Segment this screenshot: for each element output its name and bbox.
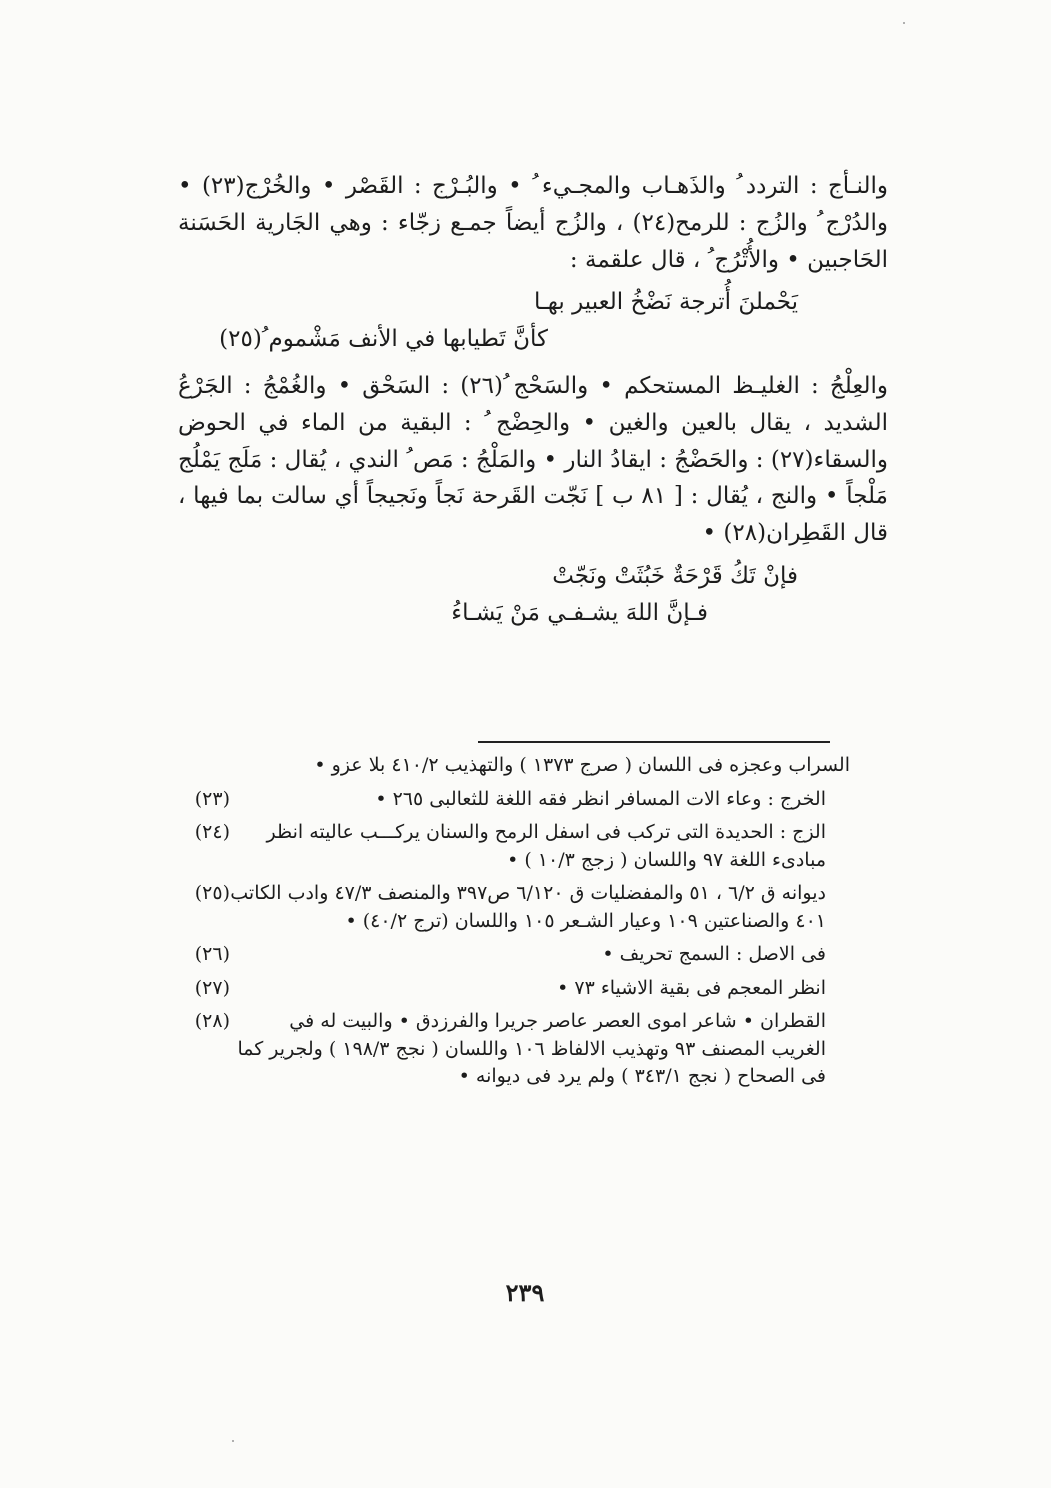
footnote-25 bbox=[170, 880, 850, 935]
footnote-24 bbox=[170, 819, 850, 874]
footnote-number: (٢٥) bbox=[194, 882, 230, 905]
footnote-divider bbox=[478, 741, 830, 743]
verse-1-line-2: كأنَّ تَطيابها في الأنف مَشْموم ُ(٢٥) bbox=[219, 326, 548, 353]
verse-alqama bbox=[178, 284, 888, 358]
verse-1-line-1: يَحْملنَ أُترجة نَضْخُ العبير بهـا bbox=[534, 289, 798, 316]
main-text-block bbox=[178, 168, 888, 632]
footnotes bbox=[170, 752, 850, 1097]
paragraph-1: والنـأج : التردد ُ والذَهـاب والمجـيء ُ • والبُـرْج : القَصْر • والخُرْج(٢٣) • والدُرْج ُ والزُج : للرمح(٢٤) ، والزُج أيضاً جمـع زجّاء : وهي الجَارية الحَسَنة الحَاجبين • والأُتْرُج ُ ، قال علقمة : bbox=[178, 173, 888, 273]
footnote-number: (٢٣) bbox=[194, 787, 230, 810]
footnote-number: (٢٤) bbox=[194, 821, 230, 844]
paragraph-2: والعِلْجُ : الغليـظ المستحكم • والسَحْج ُ(٢٦) : السَحْق • والغُمْجُ : الجَرْعُ الشديد ، يقال بالعين والغين • والحِضْج ُ : البقية من الماء في الحوض والسقاء(٢٧) : والحَضْجُ : ايقادُ النار • والمَلْجُ : مَص ُ الندي ، يُقال : مَلَج يَمْلُج مَلْجاً • والنج ، يُقال : [ ٨١ ب ] نَجّت القَرحة نَجاً ونَجيجاً أي سالت بما فيها ، قال القَطِران(٢٨) • bbox=[178, 372, 888, 547]
scan-speck bbox=[232, 1440, 234, 1442]
verse-2-line-2: فـإنَّ اللهَ يشـفـي مَنْ يَشـاءُ bbox=[451, 599, 708, 626]
footnote-number: (٢٧) bbox=[194, 976, 230, 999]
footnote-number: (٢٦) bbox=[194, 943, 230, 966]
footnote-text: القطران • شاعر اموى العصر عاصر جريرا والفرزدق • والبيت له في الغريب المصنف ٩٣ وتهذيب الالفاظ ١٠٦ واللسان ( نجج ١٩٨/٣ ) ولجرير كما فى الصحاح ( نجج ٣٤٣/١ ) ولم يرد فى ديوانه • bbox=[237, 1010, 826, 1088]
scan-speck bbox=[903, 22, 905, 24]
footnote-23 bbox=[170, 786, 850, 814]
footnote-28 bbox=[170, 1008, 850, 1091]
footnote-text: ديوانه ق ٦/٢ ، ٥١ والمفضليات ق ٦/١٢٠ ص٣٩٧ والمنصف ٤٧/٣ وادب الكاتب ٤٠١ والصناعتين ١٠٩ وعيار الشـعر ١٠٥ واللسان (ترج ٤٠/٢) • bbox=[230, 882, 826, 932]
footnote-text: انظر المعجم فى بقية الاشياء ٧٣ • bbox=[557, 976, 826, 999]
footnote-27 bbox=[170, 975, 850, 1003]
footnote-text: فى الاصل : السمج تحريف • bbox=[602, 943, 826, 966]
footnote-26 bbox=[170, 941, 850, 969]
footnote-text: الزج : الحديدة التى تركب فى اسفل الرمح والسنان يركـــب عاليته انظر مبادىء اللغة ٩٧ واللسان ( زجج ١٠/٣ ) • bbox=[266, 821, 826, 871]
footnote-text: الخرج : وعاء الات المسافر انظر فقه اللغة للثعالبى ٢٦٥ • bbox=[375, 787, 826, 810]
footnote-number: (٢٨) bbox=[194, 1010, 230, 1033]
verse-qatiran bbox=[178, 558, 888, 632]
page-number: ٢٣٩ bbox=[505, 1278, 545, 1307]
footnote-continuation: السراب وعجزه فى اللسان ( صرج ١٣٧٣ ) والتهذيب ٤١٠/٢ بلا عزو • bbox=[314, 754, 850, 776]
verse-2-line-1: فإنْ تَكُ قَرْحَةٌ خَبُثَتْ ونَجّتْ bbox=[552, 562, 798, 589]
